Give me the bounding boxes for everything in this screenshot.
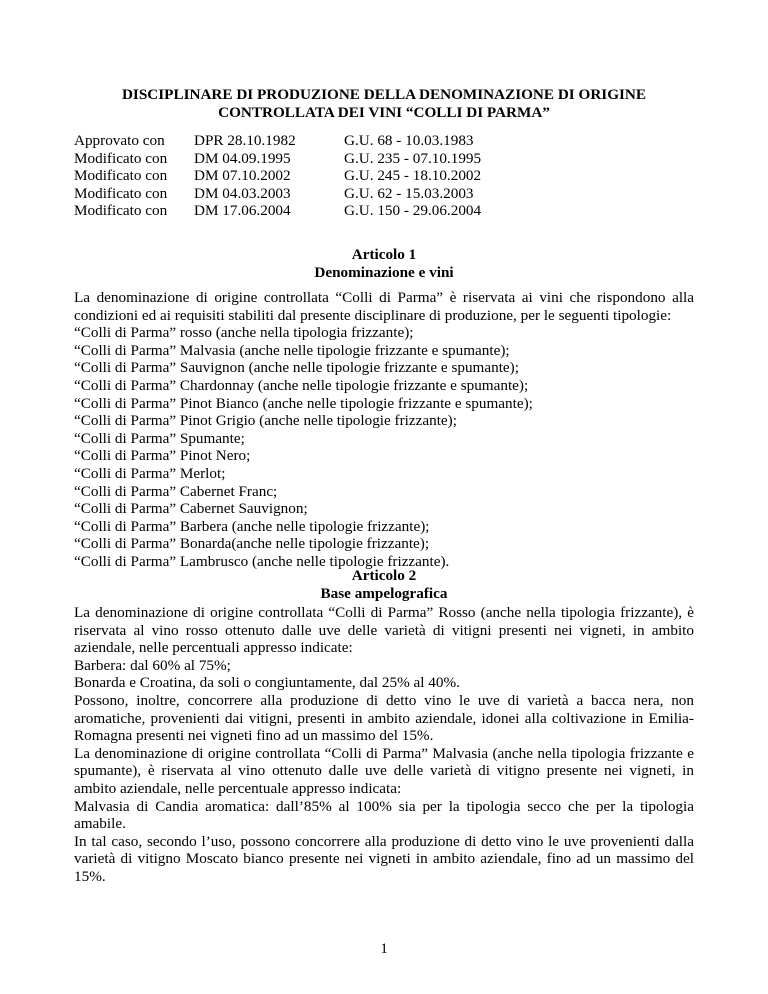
list-item: “Colli di Parma” Pinot Grigio (anche nelle tipologie frizzante); [74,412,457,430]
article-2-paragraph: Possono, inoltre, concorrere alla produzione di detto vino le uve di varietà a bacca nera, non aromatiche, provenienti dai vitigni, presenti in ambito aziendale, idonei alla coltivazione in Emilia-Romagna presenti nei vigneti fino ad un massimo del 15%. [74,691,694,745]
article-2-body [74,604,694,886]
list-item: “Colli di Parma” Pinot Nero; [74,447,251,465]
document-title [0,86,768,121]
list-item: “Colli di Parma” Lambrusco (anche nelle tipologie frizzante). [74,552,450,570]
list-item: “Colli di Parma” Chardonnay (anche nelle tipologie frizzante e spumante); [74,376,529,394]
article-1-heading [0,246,768,281]
article-2-paragraph: La denominazione di origine controllata “Colli di Parma” Rosso (anche nella tipologia frizzante), è riservata al vino rosso ottenuto dalle uve delle varietà di vitigni presenti nei vigneti, in ambito aziendale, nelle percentuali appresso indicate: [74,604,694,657]
list-item: “Colli di Parma” Merlot; [74,464,226,482]
title-line-1: DISCIPLINARE DI PRODUZIONE DELLA DENOMINAZIONE DI ORIGINE [121,86,647,103]
article-1-title: Denominazione e vini [314,263,454,281]
approval-label: Modificato con [74,167,168,185]
list-item: “Colli di Parma” rosso (anche nella tipologia frizzante); [74,324,414,342]
article-2-heading [0,567,768,602]
approval-act: DPR 28.10.1982 [194,132,296,149]
article-2-paragraph: Malvasia di Candia aromatica: dall’85% al 100% sia per la tipologia secco che per la tipologia amabile. [74,797,694,833]
approval-row [74,202,481,220]
approval-act: DM 07.10.2002 [194,167,291,185]
article-2-paragraph: Bonarda e Croatina, da soli o congiuntamente, dal 25% al 40%. [74,674,460,692]
approval-label: Modificato con [74,149,168,167]
approval-row [74,167,481,185]
article-2-number: Articolo 2 [351,567,417,584]
list-item: “Colli di Parma” Barbera (anche nelle tipologie frizzante); [74,517,430,535]
article-1-intro: La denominazione di origine controllata “Colli di Parma” è riservata ai vini che rispondono alla condizioni ed ai requisiti stabiliti dal presente disciplinare di produzione, per le seguenti tipologie: [74,289,694,324]
approval-act: DM 17.06.2004 [194,202,291,220]
list-item: “Colli di Parma” Pinot Bianco (anche nelle tipologie frizzante e spumante); [74,394,533,412]
approval-gazette: G.U. 245 - 18.10.2002 [344,167,482,185]
title-line-2: CONTROLLATA DEI VINI “COLLI DI PARMA” [218,103,550,121]
article-2-paragraph: Barbera: dal 60% al 75%; [74,656,231,674]
list-item: “Colli di Parma” Cabernet Franc; [74,482,278,500]
approvals-table [74,132,481,220]
list-item: “Colli di Parma” Spumante; [74,429,245,447]
article-1-number: Articolo 1 [351,246,417,263]
approval-row [74,150,481,168]
approval-gazette: G.U. 68 - 10.03.1983 [344,132,474,149]
approval-gazette: G.U. 235 - 07.10.1995 [344,149,482,167]
list-item: “Colli di Parma” Malvasia (anche nelle tipologie frizzante e spumante); [74,341,510,359]
article-2-title: Base ampelografica [320,584,448,602]
approval-row [74,185,481,203]
approval-label: Modificato con [74,184,168,202]
list-item: “Colli di Parma” Sauvignon (anche nelle tipologie frizzante e spumante); [74,359,519,377]
page-number: 1 [380,940,388,957]
list-item: “Colli di Parma” Cabernet Sauvignon; [74,500,308,518]
list-item: “Colli di Parma” Bonarda(anche nelle tipologie frizzante); [74,535,430,553]
wine-type-list [74,324,694,570]
approval-row [74,132,481,150]
approval-gazette: G.U. 150 - 29.06.2004 [344,202,482,220]
article-1-body [74,289,694,571]
approval-label: Modificato con [74,202,168,220]
approval-gazette: G.U. 62 - 15.03.2003 [344,184,474,202]
approval-label: Approvato con [74,132,165,149]
approval-act: DM 04.03.2003 [194,184,291,202]
article-2-paragraph: In tal caso, secondo l’uso, possono concorrere alla produzione di detto vino le uve provenienti dalla varietà di vitigno Moscato bianco presente nei vigneti in ambito aziendale, fino ad un massimo del 15%. [74,832,694,885]
approval-act: DM 04.09.1995 [194,149,291,167]
article-2-paragraph: La denominazione di origine controllata “Colli di Parma” Malvasia (anche nella tipologia frizzante e spumante), è riservata al vino ottenuto dalle uve delle varietà di vitigno presente nei vigneti, in ambito aziendale, nelle percentuale appresso indicata: [74,744,694,797]
